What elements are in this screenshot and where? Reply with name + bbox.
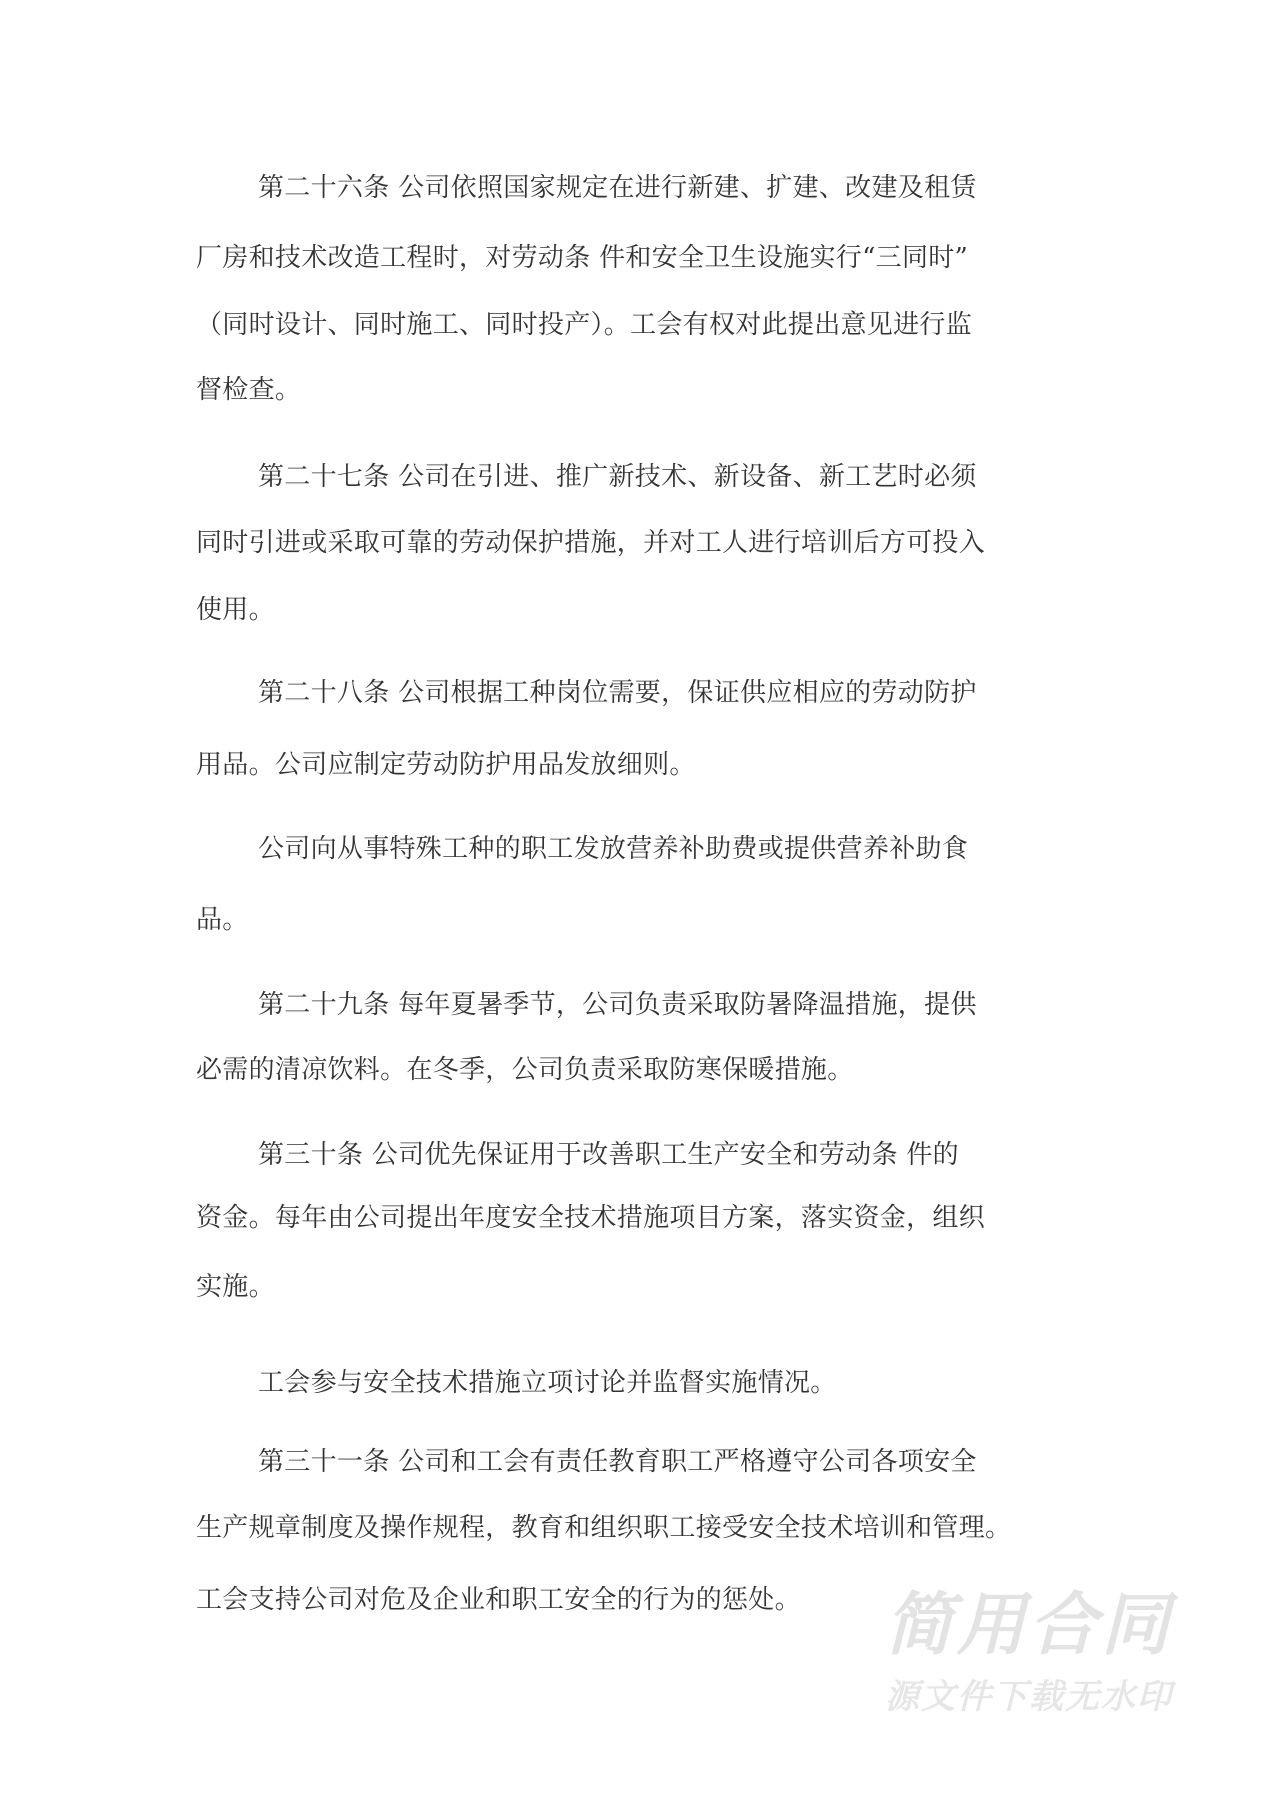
article-29-line-2: 必需的清凉饮料。在冬季，公司负责采取防寒保暖措施。: [196, 1055, 854, 1085]
watermark-title: 简用合同: [885, 1586, 1174, 1665]
article-28-sub-line-1: 公司向从事特殊工种的职工发放营养补助费或提供营养补助食: [258, 834, 969, 864]
article-28-line-2: 用品。公司应制定劳动防护用品发放细则。: [196, 750, 696, 780]
watermark-subtitle: 源文件下载无水印: [885, 1677, 1173, 1717]
article-30-line-2: 资金。每年由公司提出年度安全技术措施项目方案，落实资金，组织: [196, 1203, 986, 1233]
article-26-line-3: （同时设计、同时施工、同时投产）。工会有权对此提出意见进行监: [196, 310, 973, 340]
article-30-line-1: 第三十条 公司优先保证用于改善职工生产安全和劳动条 件的: [258, 1140, 959, 1170]
article-28-line-1: 第二十八条 公司根据工种岗位需要，保证供应相应的劳动防护: [258, 678, 977, 708]
article-28-sub-line-2: 品。: [196, 905, 249, 935]
article-26-line-2: 厂房和技术改造工程时，对劳动条 件和安全卫生设施实行“三同时”: [196, 243, 969, 273]
article-29-line-1: 第二十九条 每年夏暑季节，公司负责采取防暑降温措施，提供: [258, 990, 977, 1020]
article-31-line-3: 工会支持公司对危及企业和职工安全的行为的惩处。: [196, 1585, 801, 1615]
article-30-line-3: 实施。: [196, 1272, 275, 1302]
article-30-sub-line-1: 工会参与安全技术措施立项讨论并监督实施情况。: [258, 1368, 837, 1398]
article-27-line-1: 第二十七条 公司在引进、推广新技术、新设备、新工艺时必须: [258, 462, 977, 492]
article-31-line-1: 第三十一条 公司和工会有责任教育职工严格遵守公司各项安全: [258, 1447, 977, 1477]
article-26-line-4: 督检查。: [196, 375, 302, 405]
article-27-line-3: 使用。: [196, 595, 275, 625]
article-27-line-2: 同时引进或采取可靠的劳动保护措施，并对工人进行培训后方可投入: [196, 528, 986, 558]
article-31-line-2: 生产规章制度及操作规程，教育和组织职工接受安全技术培训和管理。: [196, 1513, 1012, 1543]
article-26-line-1: 第二十六条 公司依照国家规定在进行新建、扩建、改建及租赁: [258, 173, 977, 203]
